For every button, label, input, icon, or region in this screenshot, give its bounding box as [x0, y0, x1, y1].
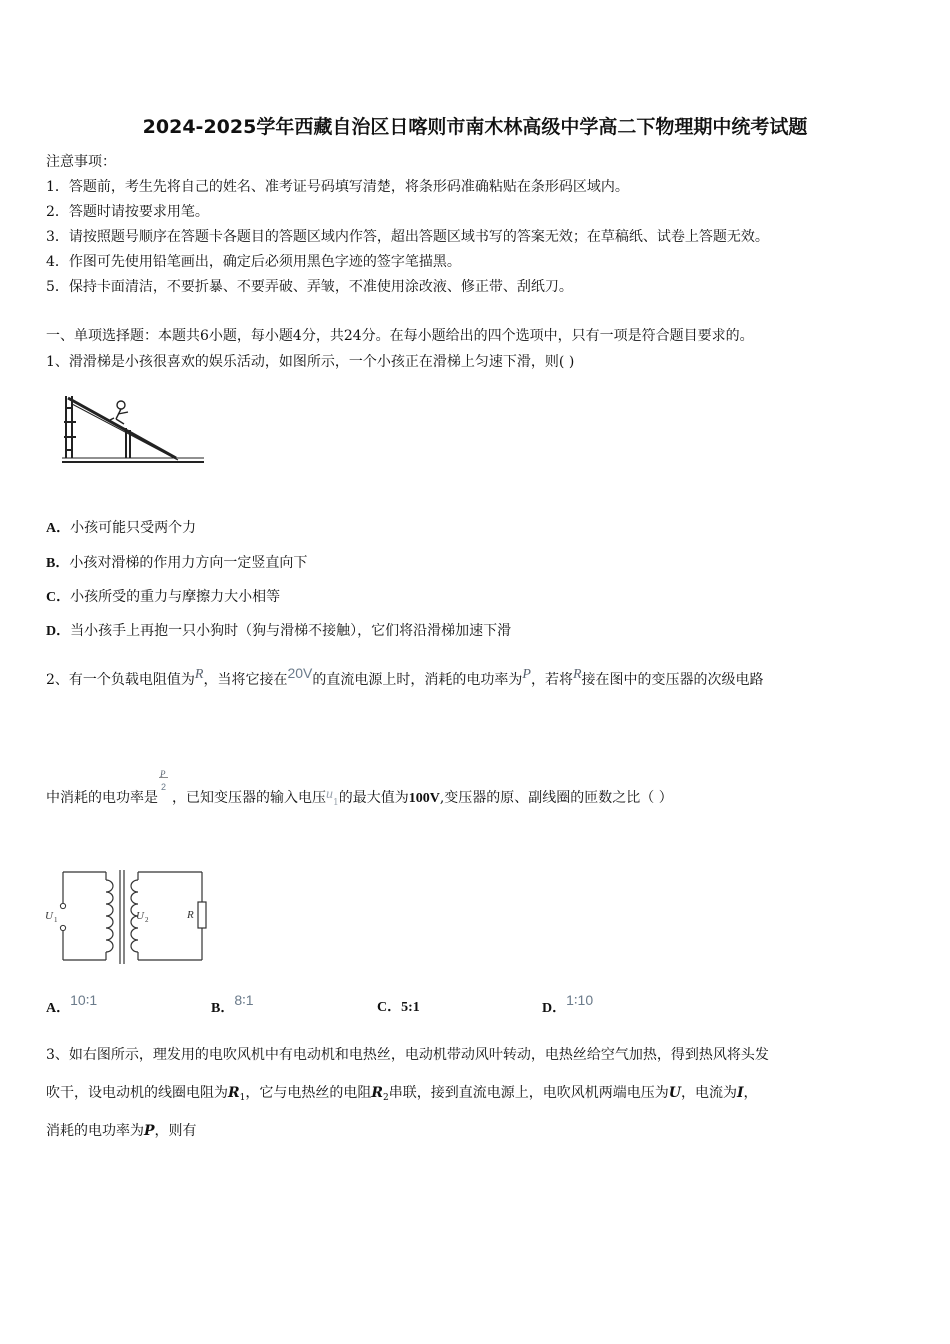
- terminal-top: [60, 903, 65, 908]
- notice-item: 1．答题前，考生先将自己的姓名、准考证号码填写清楚，将条形码准确粘贴在条形码区域内。: [46, 179, 629, 195]
- notice-heading: 注意事项：: [46, 154, 116, 170]
- section-heading: 一、单项选择题：本题共6小题，每小题4分，共24分。在每小题给出的四个选项中，只有一项是符合题目要求的。: [46, 328, 754, 344]
- notice-item: 3．请按照题号顺序在答题卡各题目的答题区域内作答，超出答题区域书写的答案无效；在草稿纸、试卷上答题无效。: [46, 229, 769, 245]
- fraction-denominator: 2: [161, 782, 167, 792]
- q1-option-b[interactable]: B．小孩对滑梯的作用力方向一定竖直向下: [46, 555, 308, 571]
- terminal-bottom: [60, 925, 65, 930]
- fraction-numerator: P: [160, 769, 166, 779]
- q1-option-a[interactable]: A．小孩可能只受两个力: [46, 520, 197, 536]
- r-label: R: [187, 909, 194, 921]
- u1-label: U: [45, 910, 53, 922]
- page-title: 2024-2025学年西藏自治区日喀则市南木林高级中学高二下物理期中统考试题: [142, 116, 808, 138]
- q3-stem-line2: 吹干，设电动机的线圈电阻为$R_1$，它与电热丝的电阻$R_2$串联，接到直流电源上，电吹风机两端电压为U，电流为I，: [46, 1085, 758, 1103]
- transformer-figure: [40, 866, 215, 968]
- notice-item: 2．答题时请按要求用笔。: [46, 204, 209, 220]
- q2-option-d[interactable]: D．1∶10: [542, 992, 594, 1016]
- u2-sub: 2: [145, 916, 149, 924]
- q1-stem: 1、滑滑梯是小孩很喜欢的娱乐活动，如图所示，一个小孩正在滑梯上匀速下滑，则( ): [46, 354, 575, 370]
- q2-option-a[interactable]: A．10∶1: [46, 992, 98, 1016]
- notice-item: 5．保持卡面清洁，不要折暴、不要弄破、弄皱，不准使用涂改液、修正带、刮纸刀。: [46, 279, 573, 295]
- notice-item: 4．作图可先使用铅笔画出，确定后必须用黑色字迹的签字笔描黑。: [46, 254, 461, 270]
- u2-label: U: [136, 910, 144, 922]
- child-figure: [110, 401, 128, 424]
- q2-stem-line1: 2、有一个负载电阻值为R，当将它接在20V的直流电源上时，消耗的电功率为P，若将R接在图中的变压器的次级电路: [46, 665, 764, 688]
- q3-stem-line3: 消耗的电功率为P，则有: [46, 1123, 197, 1139]
- q1-option-c[interactable]: C．小孩所受的重力与摩擦力大小相等: [46, 589, 281, 605]
- q2-stem-line2: 中消耗的电功率是 P 2 ，已知变压器的输入电压$u_1$的最大值为100V,变压器的原、副线圈的匝数之比（ ）: [46, 789, 673, 812]
- q1-option-d[interactable]: D．当小孩手上再抱一只小狗时（狗与滑梯不接触），它们将沿滑梯加速下滑: [46, 623, 512, 639]
- q2-option-c[interactable]: C．5:1: [377, 1000, 420, 1015]
- slide-figure: [58, 392, 208, 468]
- u1-sub: 1: [54, 916, 58, 924]
- q2-option-b[interactable]: B．8∶1: [211, 992, 254, 1016]
- q3-stem-line1: 3、如右图所示，理发用的电吹风机中有电动机和电热丝，电动机带动风叶转动，电热丝给空气加热，得到热风将头发: [46, 1047, 769, 1063]
